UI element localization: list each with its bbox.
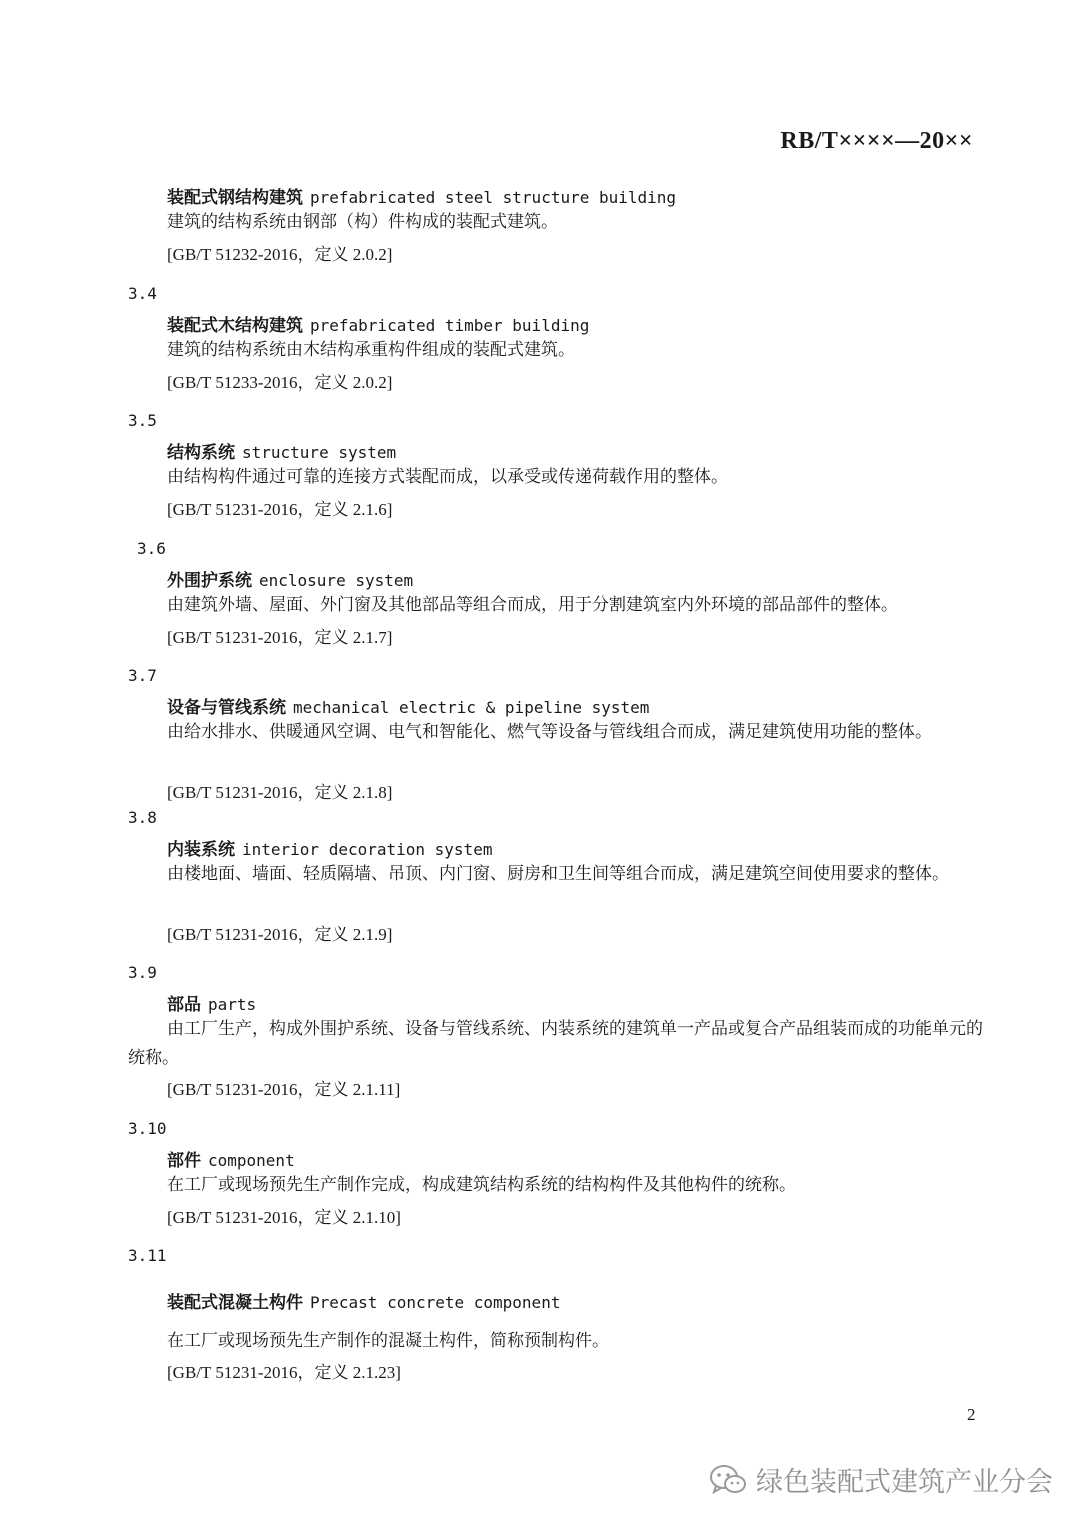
term-zh: 结构系统 [167, 443, 235, 463]
definition: 由工厂生产，构成外围护系统、设备与管线系统、内装系统的建筑单一产品或复合产品组装而成的功能单元的统称。 [128, 1019, 983, 1068]
clause-number: 3.6 [137, 539, 166, 558]
term-zh: 内装系统 [167, 840, 235, 860]
term-heading [167, 566, 413, 591]
term-heading [167, 183, 676, 208]
reference: [GB/T 51231-2016，定义 2.1.8] [167, 783, 393, 802]
clause-number: 3.4 [128, 284, 157, 303]
document-code: RB/T××××—20×× [780, 128, 973, 154]
reference: [GB/T 51232-2016，定义 2.0.2] [167, 245, 393, 264]
term-heading [167, 835, 492, 860]
term-en: interior decoration system [242, 840, 493, 859]
term-en: prefabricated timber building [310, 316, 590, 335]
reference: [GB/T 51231-2016，定义 2.1.9] [167, 925, 393, 944]
reference: [GB/T 51233-2016，定义 2.0.2] [167, 373, 393, 392]
term-zh: 设备与管线系统 [167, 698, 286, 718]
wechat-icon [708, 1463, 748, 1497]
clause-number: 3.7 [128, 666, 157, 685]
page-number: 2 [967, 1405, 976, 1424]
definition: 由给水排水、供暖通风空调、电气和智能化、燃气等设备与管线组合而成，满足建筑使用功能的整体。 [167, 722, 932, 742]
watermark [708, 1460, 1053, 1499]
term-en: prefabricated steel structure building [310, 188, 677, 207]
clause-number: 3.8 [128, 808, 157, 827]
term-en: parts [208, 995, 257, 1014]
clause-number: 3.11 [128, 1246, 167, 1265]
reference: [GB/T 51231-2016，定义 2.1.11] [167, 1080, 401, 1099]
definition: 由结构构件通过可靠的连接方式装配而成，以承受或传递荷载作用的整体。 [167, 467, 728, 487]
term-heading [167, 1288, 560, 1313]
definition: 在工厂或现场预先生产制作的混凝土构件，简称预制构件。 [167, 1331, 609, 1351]
term-en: component [208, 1151, 295, 1170]
term-heading [167, 438, 396, 463]
watermark-text: 绿色装配式建筑产业分会 [756, 1467, 1053, 1498]
term-en: enclosure system [259, 571, 414, 590]
term-heading [167, 990, 256, 1015]
clause-number: 3.5 [128, 411, 157, 430]
definition: 在工厂或现场预先生产制作完成，构成建筑结构系统的结构构件及其他构件的统称。 [167, 1175, 796, 1195]
clause-number: 3.9 [128, 963, 157, 982]
definition: 由建筑外墙、屋面、外门窗及其他部品等组合而成，用于分割建筑室内外环境的部品部件的整体。 [167, 595, 898, 615]
term-en: Precast concrete component [310, 1293, 561, 1312]
clause-number: 3.10 [128, 1119, 167, 1138]
term-zh: 装配式钢结构建筑 [167, 188, 303, 208]
term-heading [167, 311, 589, 336]
reference: [GB/T 51231-2016，定义 2.1.6] [167, 500, 393, 519]
term-en: structure system [242, 443, 397, 462]
definition: 建筑的结构系统由钢部（构）件构成的装配式建筑。 [167, 212, 558, 232]
term-en: mechanical electric & pipeline system [293, 698, 650, 717]
term-zh: 装配式木结构建筑 [167, 316, 303, 336]
definition: 由楼地面、墙面、轻质隔墙、吊顶、内门窗、厨房和卫生间等组合而成，满足建筑空间使用要求的整体。 [167, 864, 949, 884]
term-zh: 装配式混凝土构件 [167, 1293, 303, 1313]
term-heading [167, 1146, 295, 1171]
reference: [GB/T 51231-2016，定义 2.1.10] [167, 1208, 401, 1227]
definition: 建筑的结构系统由木结构承重构件组成的装配式建筑。 [167, 340, 575, 360]
term-heading [167, 693, 649, 718]
term-zh: 部品 [167, 995, 201, 1015]
term-zh: 部件 [167, 1151, 201, 1171]
reference: [GB/T 51231-2016，定义 2.1.7] [167, 628, 393, 647]
reference: [GB/T 51231-2016，定义 2.1.23] [167, 1363, 401, 1382]
term-zh: 外围护系统 [167, 571, 252, 591]
